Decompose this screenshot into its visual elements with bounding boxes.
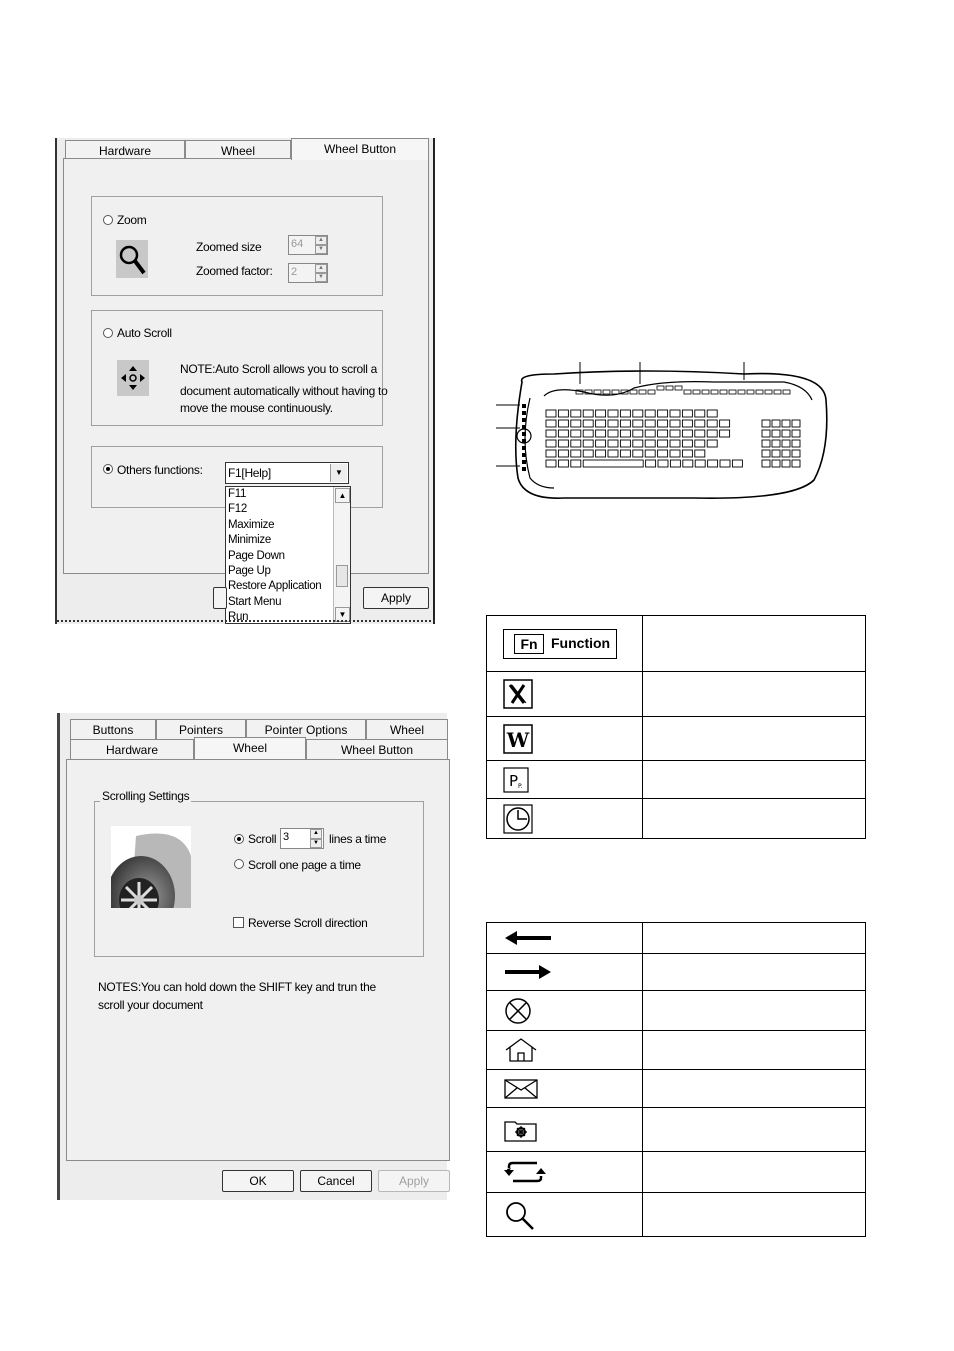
svg-text:W: W <box>506 727 530 752</box>
auto-scroll-radio[interactable] <box>103 328 113 338</box>
nav-table <box>486 922 866 1237</box>
zoomed-size-up[interactable]: ▲ <box>315 236 327 245</box>
reverse-scroll-checkbox[interactable] <box>233 917 244 928</box>
back-cell <box>487 923 643 954</box>
word-cell <box>487 717 643 761</box>
function-label: Function <box>551 634 611 651</box>
zoomed-size-field[interactable]: 64 <box>288 235 328 255</box>
fn-function-key <box>503 629 617 659</box>
scroll-down-icon[interactable]: ▼ <box>335 607 350 622</box>
scroll-label: Scroll <box>248 832 277 846</box>
option-item[interactable]: F12 <box>228 503 247 516</box>
tab-wheel[interactable]: Wheel <box>185 140 291 160</box>
tab-wheel-button-2[interactable]: Wheel Button <box>306 739 448 759</box>
ok-button[interactable]: OK <box>222 1170 294 1192</box>
zoomed-size-down[interactable]: ▼ <box>315 245 327 254</box>
stop-cell <box>487 991 643 1031</box>
option-item[interactable]: Page Up <box>228 565 271 578</box>
side-button <box>522 460 526 464</box>
forward-cell <box>487 954 643 991</box>
side-button <box>522 432 526 436</box>
zoomed-size-label: Zoomed size <box>196 240 262 254</box>
svg-text:P: P <box>509 771 519 790</box>
chevron-down-icon[interactable]: ▼ <box>330 464 347 482</box>
auto-scroll-note-line-3: move the mouse continuously. <box>180 401 333 415</box>
ppt-desc <box>643 761 866 799</box>
zoomed-factor-field[interactable]: 2 <box>288 263 328 283</box>
scroll-page-radio[interactable] <box>234 859 244 869</box>
side-button <box>522 467 526 471</box>
powerpoint-icon <box>503 767 529 793</box>
dialog-bottom-edge <box>57 620 435 626</box>
fn-cell <box>487 616 643 672</box>
side-button <box>522 404 526 408</box>
list-scrollbar[interactable] <box>333 487 350 623</box>
scroll-lines-down[interactable]: ▼ <box>310 839 322 848</box>
option-item[interactable]: Minimize <box>228 534 271 547</box>
refresh-cell <box>487 1152 643 1193</box>
svg-text:P.: P. <box>518 782 523 790</box>
mail-cell <box>487 1070 643 1108</box>
fn-key: Fn <box>514 634 544 654</box>
scroll-lines-field[interactable]: 3 <box>280 828 324 849</box>
home-cell <box>487 1031 643 1070</box>
tab-pointer-options[interactable]: Pointer Options <box>246 719 366 739</box>
apply-button-2[interactable]: Apply <box>378 1170 450 1192</box>
move-arrows-icon <box>117 360 149 396</box>
hidden-button[interactable] <box>213 587 227 609</box>
apply-button[interactable]: Apply <box>363 587 429 609</box>
tab-hardware-2[interactable]: Hardware <box>70 739 194 759</box>
scrolling-settings-title: Scrolling Settings <box>102 789 190 803</box>
home-icon <box>503 1036 539 1064</box>
excel-desc <box>643 672 866 717</box>
options-container <box>226 487 334 626</box>
zoomed-factor-label: Zoomed factor: <box>196 264 273 278</box>
wheel-button-dialog <box>55 138 435 624</box>
others-radio[interactable] <box>103 464 113 474</box>
scroll-thumb[interactable] <box>336 565 348 587</box>
option-item[interactable]: Maximize <box>228 518 275 531</box>
option-item[interactable]: Run <box>228 611 249 624</box>
folder-settings-icon <box>503 1116 539 1144</box>
tab-wheel-button[interactable]: Wheel Button <box>291 138 429 160</box>
back-desc <box>643 923 866 954</box>
folder-cell <box>487 1108 643 1152</box>
fn-desc <box>643 616 866 672</box>
tab-wheel-top[interactable]: Wheel <box>366 719 448 739</box>
auto-scroll-note-line-1: NOTE:Auto Scroll allows you to scroll a <box>180 362 378 376</box>
side-button <box>522 418 526 422</box>
home-desc <box>643 1031 866 1070</box>
back-arrow-icon <box>503 928 553 948</box>
clock-desc <box>643 799 866 839</box>
excel-cell <box>487 672 643 717</box>
word-icon <box>503 724 533 754</box>
others-label: Others functions: <box>117 463 203 477</box>
search-desc <box>643 1193 866 1237</box>
option-item[interactable]: Page Down <box>228 549 285 562</box>
cancel-button[interactable]: Cancel <box>300 1170 372 1192</box>
folder-desc <box>643 1108 866 1152</box>
wheel-image <box>111 826 191 908</box>
tab-wheel-2[interactable]: Wheel <box>194 737 306 759</box>
refresh-icon <box>503 1157 547 1187</box>
clock-cell <box>487 799 643 839</box>
notes-line-1: NOTES:You can hold down the SHIFT key and trun the <box>98 980 376 994</box>
refresh-desc <box>643 1152 866 1193</box>
side-button <box>522 425 526 429</box>
side-button <box>522 446 526 450</box>
wheel-dialog <box>57 713 447 1200</box>
zoomed-factor-up[interactable]: ▲ <box>315 264 327 273</box>
auto-scroll-note-line-2: document automatically without having to <box>180 384 388 398</box>
notes-line-2: scroll your document <box>98 998 203 1012</box>
reverse-scroll-label: Reverse Scroll direction <box>248 916 368 930</box>
option-item[interactable]: Restore Application <box>228 580 322 593</box>
option-item[interactable]: F11 <box>228 488 247 500</box>
zoomed-factor-down[interactable]: ▼ <box>315 273 327 282</box>
mail-desc <box>643 1070 866 1108</box>
ppt-cell <box>487 761 643 799</box>
option-item[interactable]: Start Menu <box>228 595 282 608</box>
key-table <box>486 615 866 839</box>
others-dropdown[interactable] <box>225 462 349 484</box>
scroll-lines-radio[interactable] <box>234 834 244 844</box>
tab-buttons[interactable]: Buttons <box>70 719 156 739</box>
lines-a-time-label: lines a time <box>329 832 387 846</box>
scroll-page-label: Scroll one page a time <box>248 858 361 872</box>
auto-scroll-label: Auto Scroll <box>117 326 172 340</box>
forward-arrow-icon <box>503 962 553 982</box>
forward-desc <box>643 954 866 991</box>
search-cell <box>487 1193 643 1237</box>
others-selected: F1[Help] <box>228 466 271 480</box>
tab-pointers[interactable]: Pointers <box>156 719 246 739</box>
stop-desc <box>643 991 866 1031</box>
magnifier-icon <box>116 240 148 278</box>
zoom-label: Zoom <box>117 213 147 227</box>
search-icon <box>503 1199 537 1231</box>
side-button <box>522 411 526 415</box>
others-options-list[interactable] <box>225 486 351 624</box>
scroll-up-icon[interactable]: ▲ <box>335 488 350 503</box>
mail-icon <box>503 1077 539 1101</box>
zoom-radio[interactable] <box>103 215 113 225</box>
excel-icon <box>503 679 533 709</box>
stop-icon <box>503 996 533 1026</box>
scroll-lines-up[interactable]: ▲ <box>310 829 322 839</box>
keyboard-diagram <box>494 360 834 505</box>
side-button <box>522 453 526 457</box>
word-desc <box>643 717 866 761</box>
tab-hardware[interactable]: Hardware <box>65 140 185 160</box>
clock-icon <box>503 804 533 834</box>
